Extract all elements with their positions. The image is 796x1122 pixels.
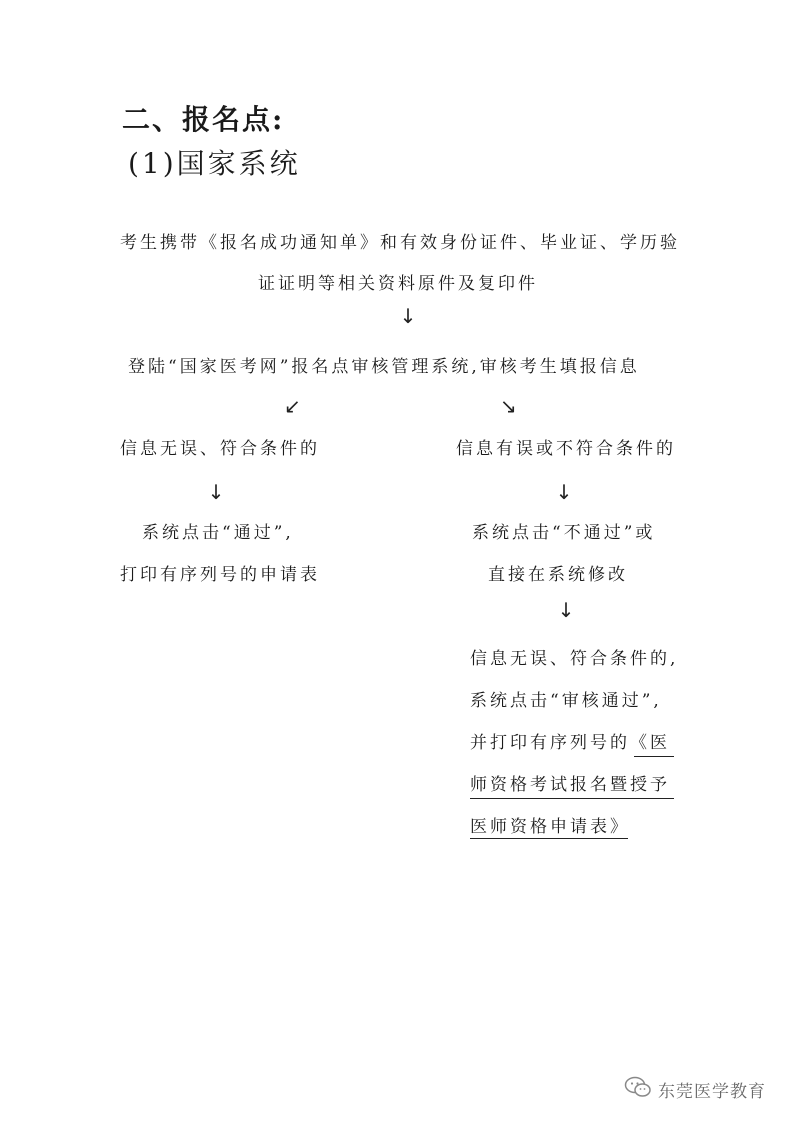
form-title-underline-3 [470, 838, 628, 839]
right-branch-action-line1: 系统点击“不通过”或 [472, 523, 656, 543]
left-branch-condition: 信息无误、符合条件的 [120, 439, 320, 459]
right-down-arrow-icon: ↓ [555, 480, 573, 504]
right-result-line3-link: 《医 [630, 733, 670, 753]
flow-step1-line1: 考生携带《报名成功通知单》和有效身份证件、毕业证、学历验 [120, 233, 680, 253]
watermark-text: 东莞医学教育 [658, 1082, 766, 1102]
subsection-heading: (1)国家系统 [128, 147, 301, 180]
form-title-underline-1 [634, 756, 674, 757]
right-result-line3 [470, 732, 670, 754]
left-branch-action-line2: 打印有序列号的申请表 [120, 565, 320, 585]
down-left-arrow-icon: ↙ [284, 394, 301, 418]
flow-step2: 登陆“国家医考网”报名点审核管理系统,审核考生填报信息 [128, 357, 640, 377]
down-arrow-icon: ↓ [399, 304, 417, 328]
down-right-arrow-icon: ↘ [500, 394, 517, 418]
left-branch-action-line1: 系统点击“通过”, [142, 523, 294, 543]
flow-step1-line2: 证证明等相关资料原件及复印件 [258, 274, 538, 294]
watermark [624, 1076, 766, 1103]
right-branch-condition: 信息有误或不符合条件的 [456, 439, 676, 459]
right-result-line3-prefix: 并打印有序列号的 [470, 733, 630, 753]
right-result-line2: 系统点击“审核通过”, [470, 691, 662, 711]
right-result-line5: 医师资格申请表》 [470, 817, 630, 837]
left-down-arrow-icon: ↓ [207, 480, 225, 504]
form-title-underline-2 [470, 798, 674, 799]
right-result-line1: 信息无误、符合条件的, [470, 649, 679, 669]
right-branch-action-line2: 直接在系统修改 [488, 565, 628, 585]
right-down-arrow-icon-2: ↓ [557, 598, 575, 622]
section-heading: 二、报名点: [122, 103, 285, 136]
wechat-icon [624, 1076, 652, 1103]
right-result-line4: 师资格考试报名暨授予 [470, 775, 670, 795]
